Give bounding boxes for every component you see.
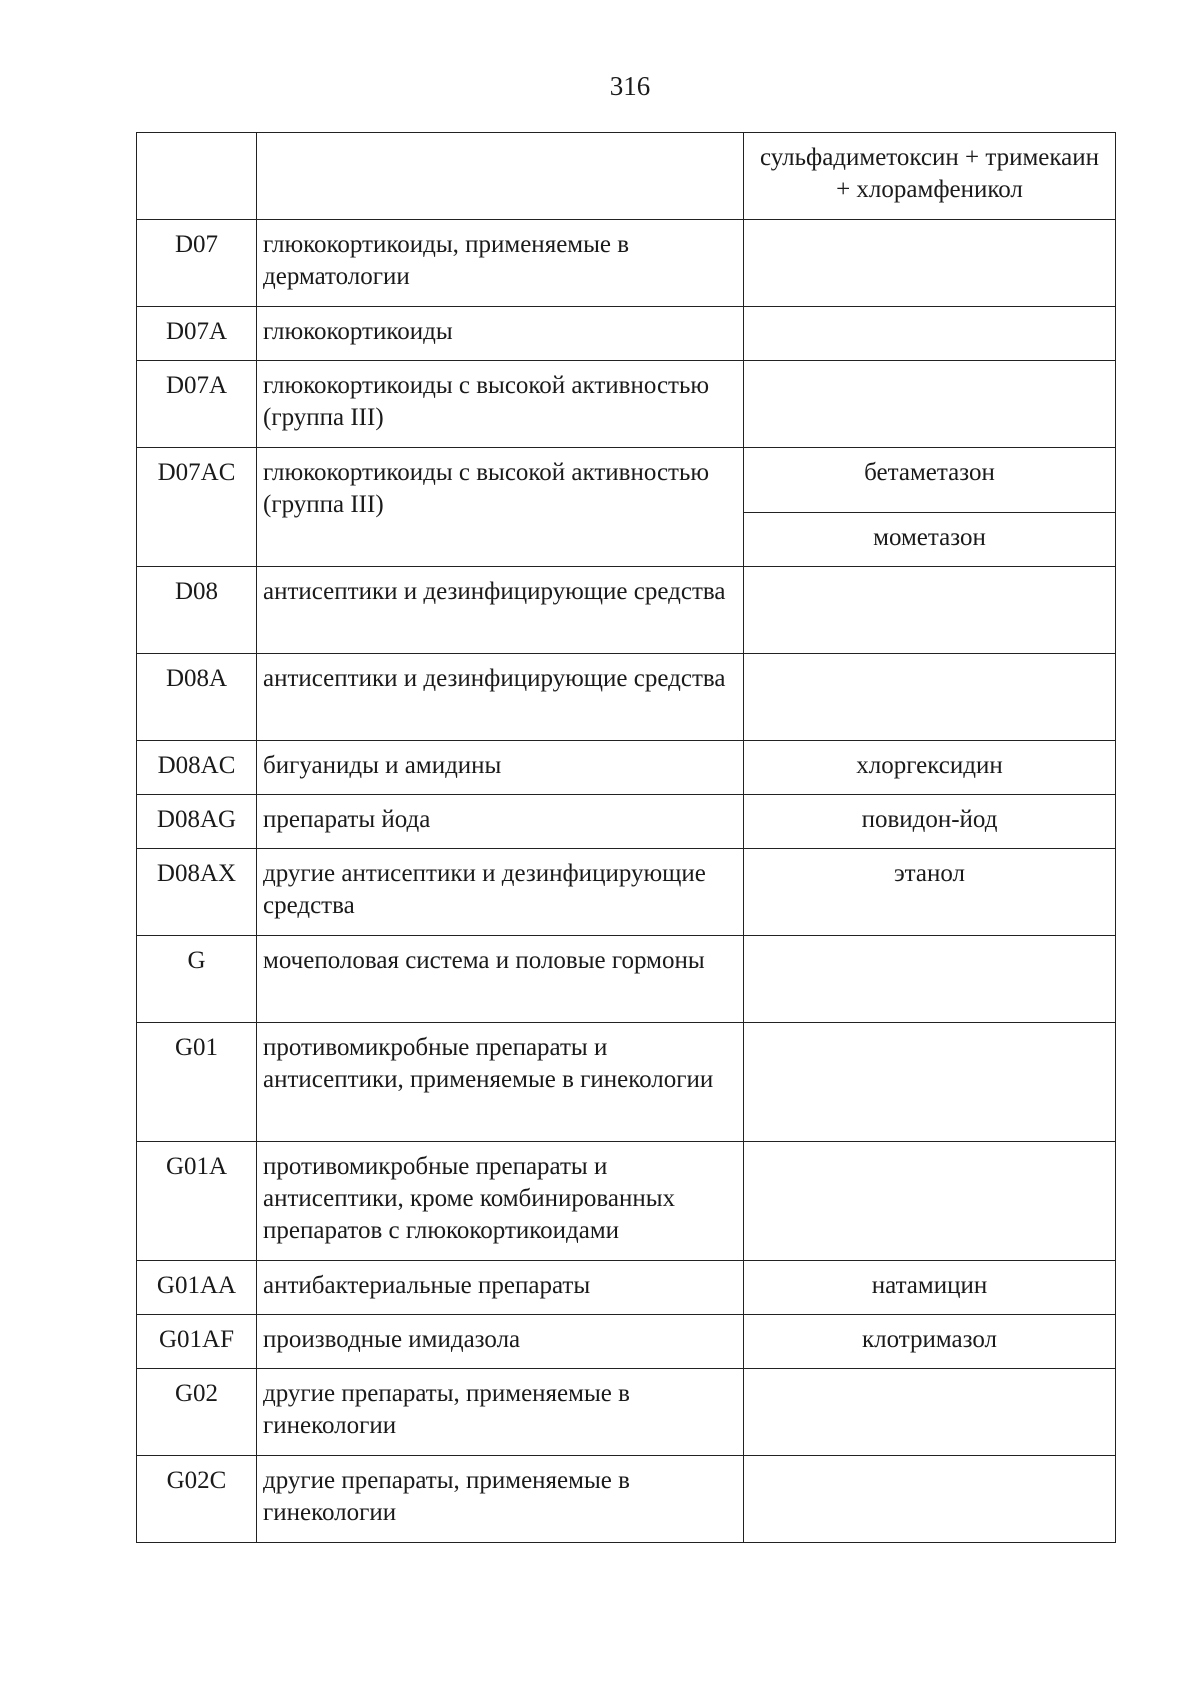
table-row [137, 936, 1116, 1023]
drug-name-cell [744, 654, 1116, 741]
drug-name-cell [744, 936, 1116, 1023]
drug-name-cell: сульфадиметоксин + тримекаин + хлорамфеникол [744, 133, 1116, 220]
description-cell: бигуаниды и амидины [257, 741, 744, 795]
drug-name-cell [744, 361, 1116, 448]
table-row [137, 567, 1116, 654]
atc-code-cell: D08AC [137, 741, 257, 795]
table-row [137, 361, 1116, 448]
description-cell: другие антисептики и дезинфицирующие средства [257, 849, 744, 936]
atc-drug-table [136, 132, 1116, 1543]
table-row [137, 849, 1116, 936]
atc-code-cell [137, 133, 257, 220]
drug-name-cell [744, 1142, 1116, 1261]
atc-code-cell: D08 [137, 567, 257, 654]
description-cell: глюкокортикоиды с высокой активностью (группа III) [257, 448, 744, 567]
table-row [137, 220, 1116, 307]
table-row [137, 795, 1116, 849]
description-cell: глюкокортикоиды [257, 307, 744, 361]
description-cell: препараты йода [257, 795, 744, 849]
drug-name-cell: повидон-йод [744, 795, 1116, 849]
description-cell: глюкокортикоиды с высокой активностью (группа III) [257, 361, 744, 448]
page-number: 316 [609, 71, 651, 101]
atc-code-cell: D07AC [137, 448, 257, 567]
description-cell: антисептики и дезинфицирующие средства [257, 654, 744, 741]
table-row [137, 1023, 1116, 1142]
description-cell: мочеполовая система и половые гормоны [257, 936, 744, 1023]
table-row [137, 1456, 1116, 1543]
table-row [137, 448, 1116, 513]
drug-name-cell [744, 220, 1116, 307]
atc-code-cell: G [137, 936, 257, 1023]
atc-code-cell: G01 [137, 1023, 257, 1142]
table-row [137, 741, 1116, 795]
table-row [137, 1261, 1116, 1315]
drug-name-cell: хлоргексидин [744, 741, 1116, 795]
description-cell: противомикробные препараты и антисептики, кроме комбинированных препаратов с глюкокортикоидами [257, 1142, 744, 1261]
drug-name-cell [744, 1023, 1116, 1142]
atc-code-cell: G01A [137, 1142, 257, 1261]
drug-name-cell: клотримазол [744, 1315, 1116, 1369]
atc-code-cell: D07 [137, 220, 257, 307]
table-row [137, 133, 1116, 220]
description-cell: другие препараты, применяемые в гинекологии [257, 1456, 744, 1543]
atc-code-cell: D08A [137, 654, 257, 741]
table-row [137, 307, 1116, 361]
atc-code-cell: D08AX [137, 849, 257, 936]
table-row [137, 1142, 1116, 1261]
description-cell: противомикробные препараты и антисептики, применяемые в гинекологии [257, 1023, 744, 1142]
atc-code-cell: G01AA [137, 1261, 257, 1315]
description-cell: антисептики и дезинфицирующие средства [257, 567, 744, 654]
drug-name-cell [744, 307, 1116, 361]
atc-code-cell: D07A [137, 361, 257, 448]
atc-code-cell: D08AG [137, 795, 257, 849]
drug-name-cell: мометазон [744, 513, 1116, 567]
atc-code-cell: G02C [137, 1456, 257, 1543]
description-cell: другие препараты, применяемые в гинекологии [257, 1369, 744, 1456]
drug-name-cell: натамицин [744, 1261, 1116, 1315]
atc-code-cell: G01AF [137, 1315, 257, 1369]
table-row [137, 654, 1116, 741]
drug-name-cell: этанол [744, 849, 1116, 936]
drug-name-cell: бетаметазон [744, 448, 1116, 513]
description-cell: глюкокортикоиды, применяемые в дерматологии [257, 220, 744, 307]
drug-name-cell [744, 1456, 1116, 1543]
table-row [137, 1369, 1116, 1456]
drug-name-cell [744, 1369, 1116, 1456]
table-row [137, 1315, 1116, 1369]
drug-name-cell [744, 567, 1116, 654]
atc-code-cell: G02 [137, 1369, 257, 1456]
description-cell: антибактериальные препараты [257, 1261, 744, 1315]
description-cell [257, 133, 744, 220]
atc-code-cell: D07A [137, 307, 257, 361]
description-cell: производные имидазола [257, 1315, 744, 1369]
